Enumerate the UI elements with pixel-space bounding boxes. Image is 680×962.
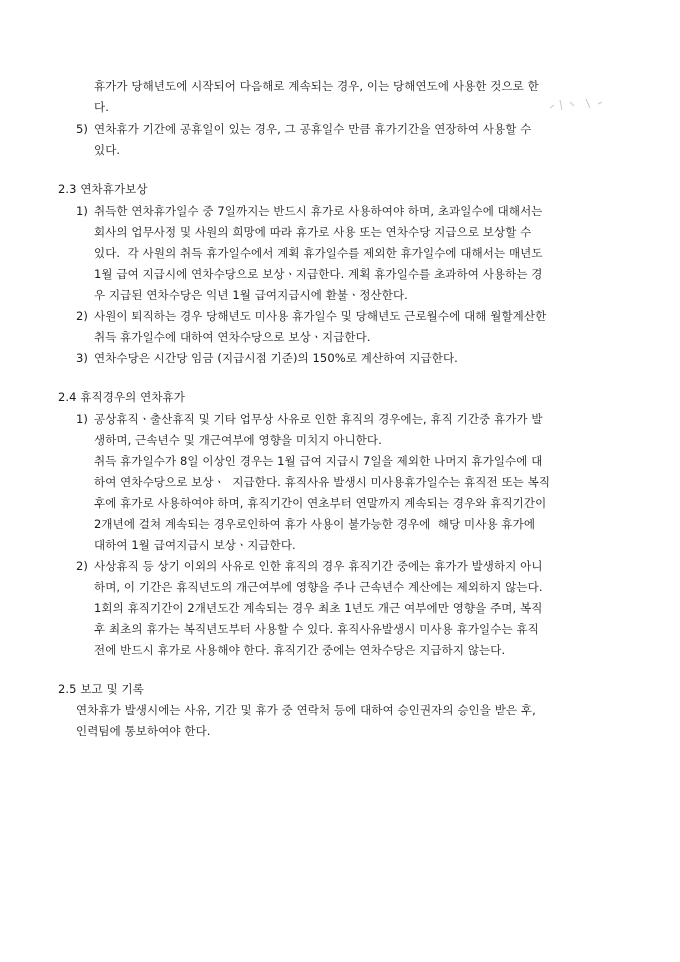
s24-item2-line-5: 전에 반드시 휴가로 사용해야 한다. 휴직기간 중에는 연차수당은 지급하지 않는다. <box>94 643 506 657</box>
s24-item1-number: 1) <box>76 412 89 426</box>
s24-item1-line-7: 대하여 1월 급여지급시 보상ㆍ지급한다. <box>94 538 296 552</box>
s24-item2-number: 2) <box>76 559 89 573</box>
s25-line-1: 연차휴가 발생시에는 사유, 기간 및 휴가 중 연락처 등에 대하여 승인권자의 승인을 받은 후, <box>76 703 536 717</box>
s24-item1-line-1: 공상휴직ㆍ출산휴직 및 기타 업무상 사유로 인한 휴직의 경우에는, 휴직 기간중 휴가가 발 <box>94 412 543 426</box>
s23-item3-line-1: 연차수당은 시간당 임금 (지급시점 기준)의 150%로 계산하여 지급한다. <box>94 351 458 365</box>
s24-item2-line-3: 1회의 휴직기간이 2개년도간 계속되는 경우 최초 1년도 개근 여부에만 영향을 주며, 복직 <box>94 601 543 615</box>
item4-line-1: 휴가가 당해년도에 시작되어 다음해로 계속되는 경우, 이는 당해연도에 사용한 것으로 한 <box>94 79 539 93</box>
s23-item2-number: 2) <box>76 309 89 323</box>
s24-item2-line-4: 후 최초의 휴가는 복직년도부터 사용할 수 있다. 휴직사유발생시 미사용 휴가일수는 휴직 <box>94 622 539 636</box>
s23-item1-line-1: 취득한 연차휴가일수 중 7일까지는 반드시 휴가로 사용하여야 하며, 초과일수에 대해서는 <box>94 204 543 218</box>
item5-line-1: 연차휴가 기간에 공휴일이 있는 경우, 그 공휴일수 만큼 휴가기간을 연장하여 사용할 수 <box>94 122 532 136</box>
s23-item1-line-5: 우 지급된 연차수당은 익년 1월 급여지급시에 환불ㆍ정산한다. <box>94 288 408 302</box>
s23-item1-number: 1) <box>76 204 89 218</box>
s25-line-2: 인력팀에 통보하여야 한다. <box>76 724 211 738</box>
s23-item3-number: 3) <box>76 351 89 365</box>
s24-item1-line-6: 2개년에 걸쳐 계속되는 경우로인하여 휴가 사용이 불가능한 경우에 해당 미사용 휴가에 <box>94 517 536 531</box>
item4-line-2: 다. <box>94 100 109 114</box>
section-2-3-title: 2.3 연차휴가보상 <box>58 182 148 196</box>
s23-item2-line-1: 사원이 퇴직하는 경우 당해년도 미사용 휴가일수 및 당해년도 근로월수에 대해 월할계산한 <box>94 309 547 323</box>
s24-item1-line-5: 후에 휴가로 사용하여야 하며, 휴직기간이 연초부터 연말까지 계속되는 경우와 휴직기간이 <box>94 496 547 510</box>
s23-item1-line-2: 회사의 업무사정 및 사원의 희망에 따라 휴가로 사용 또는 연차수당 지급으로 보상할 수 <box>94 225 532 239</box>
item5-number: 5) <box>76 122 89 136</box>
s23-item1-line-4: 1월 급여 지급시에 연차수당으로 보상ㆍ지급한다. 계획 휴가일수를 초과하여 사용하는 경 <box>94 267 543 281</box>
s24-item1-line-3: 취득 휴가일수가 8일 이상인 경우는 1월 급여 지급시 7일을 제외한 나머지 휴가일수에 대 <box>94 454 543 468</box>
item5-line-2: 있다. <box>94 143 121 157</box>
scan-mark-icon <box>546 96 606 114</box>
s24-item1-line-2: 생하며, 근속년수 및 개근여부에 영향을 미치지 아니한다. <box>94 433 382 447</box>
s23-item2-line-2: 취득 휴가일수에 대하여 연차수당으로 보상ㆍ지급한다. <box>94 330 371 344</box>
s24-item1-line-4: 하여 연차수당으로 보상ㆍ 지급한다. 휴직사유 발생시 미사용휴가일수는 휴직전 또는 복직 <box>94 475 551 489</box>
section-2-5-title: 2.5 보고 및 기록 <box>58 682 144 696</box>
s24-item2-line-1: 사상휴직 등 상기 이외의 사유로 인한 휴직의 경우 휴직기간 중에는 휴가가 발생하지 아니 <box>94 559 543 573</box>
s24-item2-line-2: 하며, 이 기간은 휴직년도의 개근여부에 영향을 주나 근속년수 계산에는 제외하지 않는다. <box>94 580 543 594</box>
s23-item1-line-3: 있다. 각 사원의 취득 휴가일수에서 계획 휴가일수를 제외한 휴가일수에 대해서는 매년도 <box>94 246 543 260</box>
section-2-4-title: 2.4 휴직경우의 연차휴가 <box>58 390 185 404</box>
